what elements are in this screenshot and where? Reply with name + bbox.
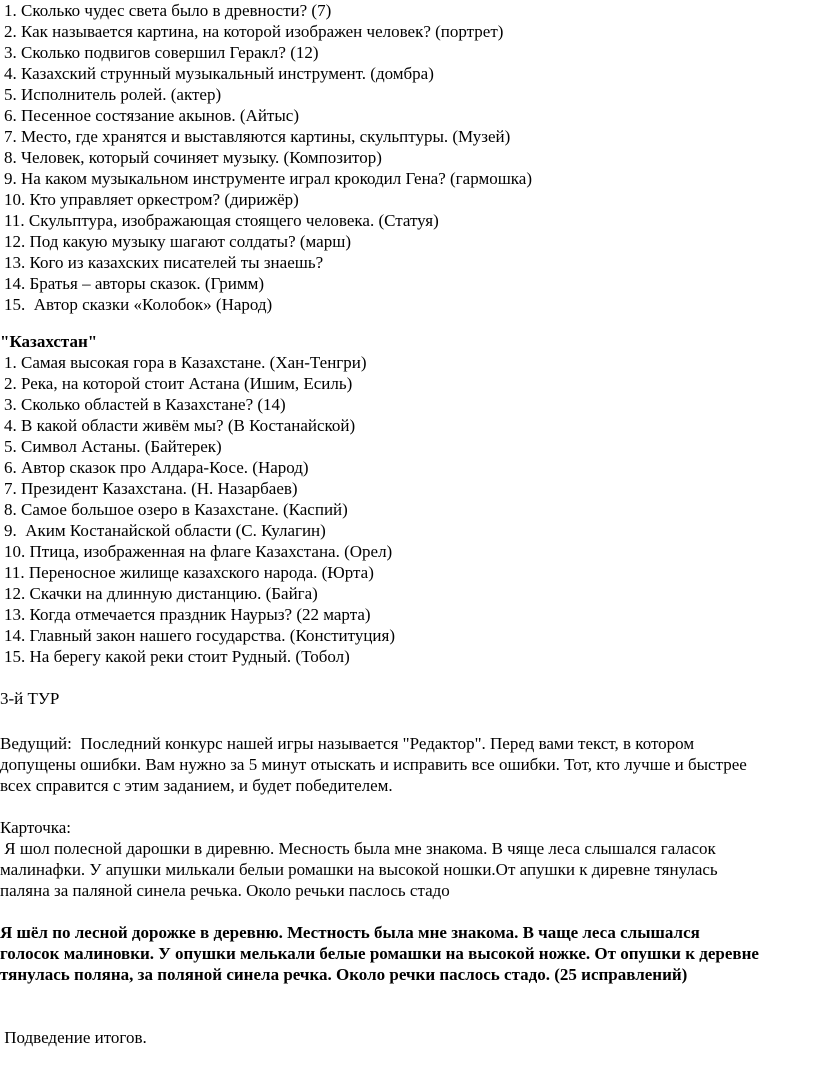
paragraph-line: Ведущий: Последний конкурс нашей игры называется "Редактор". Перед вами текст, в котором (0, 734, 695, 753)
card-label: Карточка: (0, 818, 72, 837)
list-item: 15. Автор сказки «Колобок» (Народ) (4, 295, 273, 314)
list-item: 5. Исполнитель ролей. (актер) (4, 85, 222, 104)
list-item: 7. Место, где хранятся и выставляются картины, скульптуры. (Музей) (4, 127, 511, 146)
paragraph-line: Я шол полесной дарошки в диревню. Месность была мне знакома. В чяще леса слышался галасок (0, 839, 716, 858)
list-item: 6. Песенное состязание акынов. (Айтыс) (4, 106, 299, 125)
list-item: 12. Под какую музыку шагают солдаты? (марш) (4, 232, 351, 251)
list-item: 2. Река, на которой стоит Астана (Ишим, Есиль) (4, 374, 353, 393)
list-item: 13. Кого из казахских писателей ты знаешь? (4, 253, 324, 272)
list-item: 11. Переносное жилище казахского народа. (Юрта) (4, 563, 374, 582)
list-item: 7. Президент Казахстана. (Н. Назарбаев) (4, 479, 298, 498)
list-item: 14. Главный закон нашего государства. (Конституция) (4, 626, 395, 645)
list-item: 9. Аким Костанайской области (С. Кулагин) (4, 521, 326, 540)
list-item: 3. Сколько подвигов совершил Геракл? (12) (4, 43, 319, 62)
list-item: 10. Кто управляет оркестром? (дирижёр) (4, 190, 299, 209)
list-item: 10. Птица, изображенная на флаге Казахстана. (Орел) (4, 542, 393, 561)
paragraph-line: малинафки. У апушки милькали белыи ромашки на высокой ношки.От апушки к диревне тянулась (0, 860, 718, 879)
list-item: 8. Самое большое озеро в Казахстане. (Каспий) (4, 500, 348, 519)
list-item: 3. Сколько областей в Казахстане? (14) (4, 395, 286, 414)
summary-line: Подведение итогов. (0, 1028, 147, 1047)
list-item: 5. Символ Астаны. (Байтерек) (4, 437, 222, 456)
list-item: 11. Скульптура, изображающая стоящего человека. (Статуя) (4, 211, 439, 230)
list-item: 4. Казахский струнный музыкальный инструмент. (домбра) (4, 64, 434, 83)
list-item: 8. Человек, который сочиняет музыку. (Композитор) (4, 148, 382, 167)
paragraph-line: голосок малиновки. У опушки мелькали белые ромашки на высокой ножке. От опушки к деревне (0, 944, 759, 963)
list-item: 14. Братья – авторы сказок. (Гримм) (4, 274, 265, 293)
list-item: 9. На каком музыкальном инструменте играл крокодил Гена? (гармошка) (4, 169, 533, 188)
paragraph-line: тянулась поляна, за поляной синела речка. Около речки паслось стадо. (25 исправлений) (0, 965, 688, 984)
list-item: 12. Скачки на длинную дистанцию. (Байга) (4, 584, 318, 603)
paragraph-line: паляна за паляной синела речька. Около речьки паслось стадо (0, 881, 450, 900)
section-heading-kazakhstan: "Казахстан" (0, 332, 98, 351)
paragraph-line: Я шёл по лесной дорожке в деревню. Местность была мне знакома. В чаще леса слышался (0, 923, 700, 942)
paragraph-line: допущены ошибки. Вам нужно за 5 минут отыскать и исправить все ошибки. Тот, кто лучше и быстрее (0, 755, 747, 774)
list-item: 2. Как называется картина, на которой изображен человек? (портрет) (4, 22, 504, 41)
list-item: 1. Самая высокая гора в Казахстане. (Хан-Тенгри) (4, 353, 367, 372)
list-item: 4. В какой области живём мы? (В Костанайской) (4, 416, 356, 435)
paragraph-line: всех справится с этим заданием, и будет победителем. (0, 776, 393, 795)
list-item: 13. Когда отмечается праздник Наурыз? (22 марта) (4, 605, 371, 624)
list-item: 1. Сколько чудес света было в древности? (7) (4, 1, 332, 20)
list-item: 6. Автор сказок про Алдара-Косе. (Народ) (4, 458, 309, 477)
tour-heading: 3-й ТУР (0, 689, 60, 708)
list-item: 15. На берегу какой реки стоит Рудный. (Тобол) (4, 647, 350, 666)
